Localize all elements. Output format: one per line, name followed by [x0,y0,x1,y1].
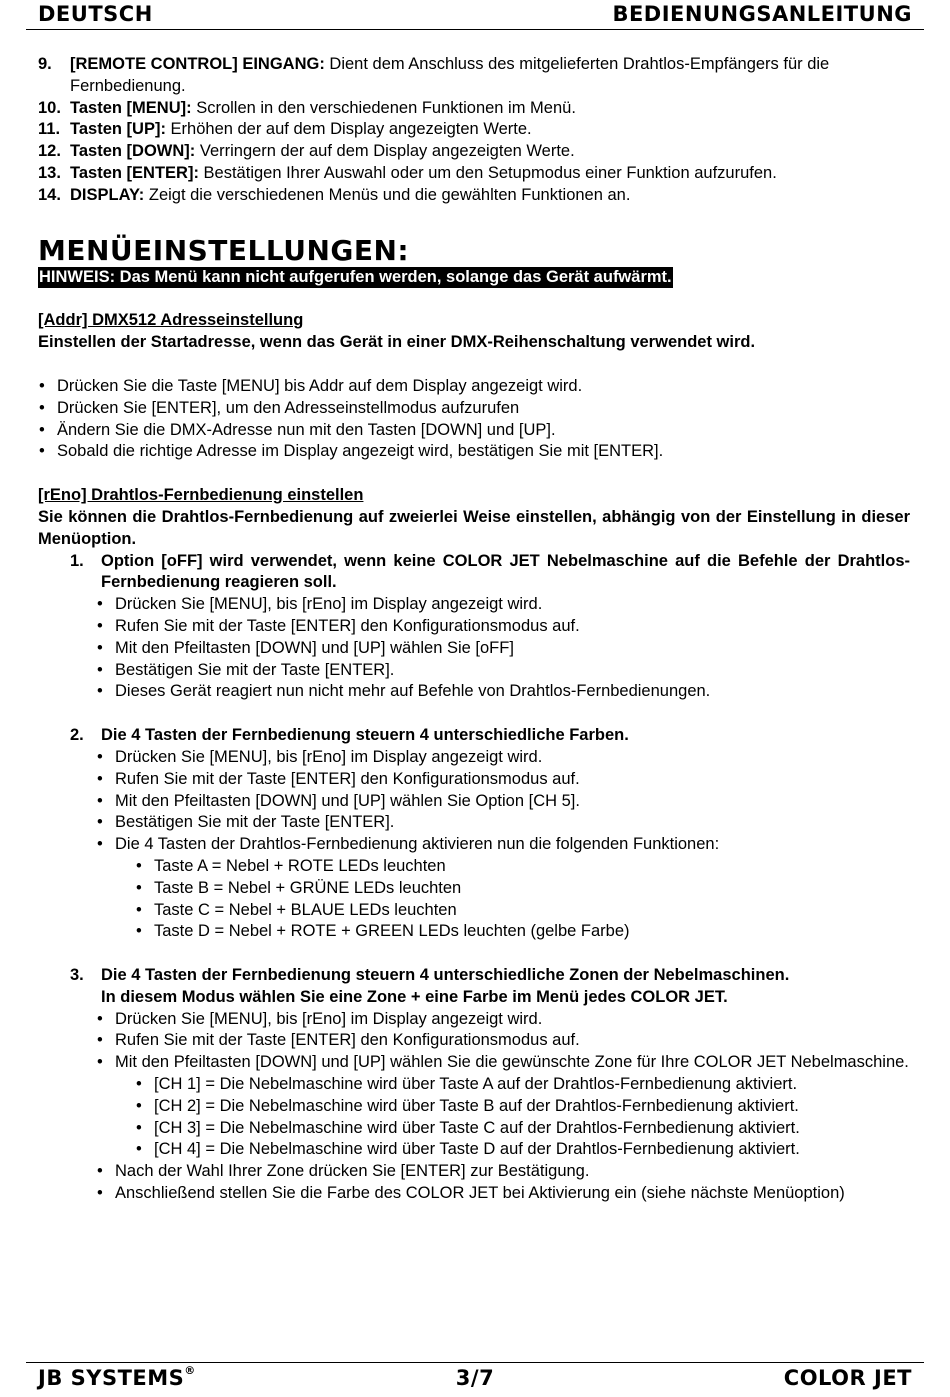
registered-mark: ® [184,1364,196,1377]
list-item: • Rufen Sie mit der Taste [ENTER] den Konfigurationsmodus auf. [96,769,910,791]
list-item: • [CH 4] = Die Nebelmaschine wird über Taste D auf der Drahtlos-Fernbedienung aktiviert. [135,1139,910,1161]
list-item: • Drücken Sie [ENTER], um den Adresseinstellmodus aufzurufen [38,398,910,420]
item-text: Scrollen in den verschiedenen Funktionen im Menü. [191,98,576,117]
option-subtitle: In diesem Modus wählen Sie eine Zone + eine Farbe im Menü jedes COLOR JET. [101,987,728,1006]
page-header [38,2,912,26]
reno-description: Sie können die Drahtlos-Fernbedienung auf zweierlei Weise einstellen, abhängig von der Einstellung in dieser Menüoption. [38,507,910,548]
option-2-key-functions [135,856,910,943]
warning-note: HINWEIS: Das Menü kann nicht aufgerufen werden, solange das Gerät aufwärmt. [39,267,672,286]
list-item: • Mit den Pfeiltasten [DOWN] und [UP] wählen Sie Option [CH 5]. [96,791,910,813]
option-number: 1. [70,551,84,570]
item-label: Tasten [MENU]: [70,98,192,117]
footer-product: COLOR JET [783,1366,912,1390]
list-item: • Rufen Sie mit der Taste [ENTER] den Konfigurationsmodus auf. [96,1030,910,1052]
addr-steps [38,376,910,463]
list-item: • Drücken Sie [MENU], bis [rEno] im Display angezeigt wird. [96,594,910,616]
item-text: Dient dem Anschluss des mitgelieferten Drahtlos-Empfängers für die Fernbedienung. [70,55,830,95]
item-number: 13. [38,163,61,182]
option-number: 2. [70,726,84,745]
option-1 [70,551,910,595]
header-divider [26,29,924,30]
list-item: • Dieses Gerät reagiert nun nicht mehr auf Befehle von Drahtlos-Fernbedienungen. [96,681,910,703]
item-text: Zeigt die verschiedenen Menüs und die gewählten Funktionen an. [144,185,631,204]
addr-description: Einstellen der Startadresse, wenn das Gerät in einer DMX-Reihenschaltung verwendet wird. [38,333,756,352]
list-item: • Sobald die richtige Adresse im Display angezeigt wird, bestätigen Sie mit [ENTER]. [38,441,910,463]
list-item: • Mit den Pfeiltasten [DOWN] und [UP] wählen Sie [oFF] [96,638,910,660]
item-number: 11. [38,120,61,139]
header-doc-type: BEDIENUNGSANLEITUNG [612,2,912,26]
item-label: [REMOTE CONTROL] EINGANG: [70,55,325,73]
list-item: • Bestätigen Sie mit der Taste [ENTER]. [96,812,910,834]
option-3 [70,965,910,1009]
item-number: 9. [38,55,52,73]
list-item [38,185,910,207]
page-footer [38,1366,912,1390]
list-item: • [CH 2] = Die Nebelmaschine wird über Taste B auf der Drahtlos-Fernbedienung aktiviert. [135,1096,910,1118]
list-item [38,119,910,141]
item-label: Tasten [DOWN]: [70,142,196,161]
list-item: • Rufen Sie mit der Taste [ENTER] den Konfigurationsmodus auf. [96,616,910,638]
list-item: • Taste B = Nebel + GRÜNE LEDs leuchten [135,878,910,900]
page-content [38,54,910,1205]
list-item: • Anschließend stellen Sie die Farbe des COLOR JET bei Aktivierung ein (siehe nächste Menüoption) [96,1183,910,1205]
brand-name: JB SYSTEMS [38,1366,185,1390]
list-item: • [CH 1] = Die Nebelmaschine wird über Taste A auf der Drahtlos-Fernbedienung aktiviert. [135,1074,910,1096]
list-item [38,98,910,120]
footer-divider [26,1362,924,1363]
item-number: 12. [38,142,61,161]
option-number: 3. [70,966,84,985]
list-item: • Taste C = Nebel + BLAUE LEDs leuchten [135,900,910,922]
list-item: • [CH 3] = Die Nebelmaschine wird über Taste C auf der Drahtlos-Fernbedienung aktiviert. [135,1118,910,1140]
list-item: • Taste A = Nebel + ROTE LEDs leuchten [135,856,910,878]
controls-list [38,54,910,207]
option-title: Die 4 Tasten der Fernbedienung steuern 4 unterschiedliche Zonen der Nebelmaschinen. [101,966,790,985]
option-2-steps [96,747,910,856]
option-1-steps [96,594,910,703]
item-text: Bestätigen Ihrer Auswahl oder um den Setupmodus einer Funktion aufzurufen. [198,163,777,182]
list-item: • Mit den Pfeiltasten [DOWN] und [UP] wählen Sie die gewünschte Zone für Ihre COLOR JET Nebelmaschine. [96,1052,910,1074]
option-3-zones [135,1074,910,1161]
option-2 [70,725,910,747]
list-item: • Die 4 Tasten der Drahtlos-Fernbedienung aktivieren nun die folgenden Funktionen: [96,834,910,856]
list-item [38,141,910,163]
header-language: DEUTSCH [38,2,153,26]
list-item: • Nach der Wahl Ihrer Zone drücken Sie [ENTER] zur Bestätigung. [96,1161,910,1183]
list-item [38,163,910,185]
item-text: Erhöhen der auf dem Display angezeigten Werte. [165,120,532,139]
list-item: • Drücken Sie [MENU], bis [rEno] im Display angezeigt wird. [96,747,910,769]
item-number: 10. [38,98,61,117]
option-3-steps [96,1009,910,1074]
option-3-final-steps [96,1161,910,1205]
list-item: • Ändern Sie die DMX-Adresse nun mit den Tasten [DOWN] und [UP]. [38,420,910,442]
option-title: Option [oFF] wird verwendet, wenn keine COLOR JET Nebelmaschine auf die Befehle der Drahtlos-Fernbedienung reagieren soll. [101,551,910,592]
addr-heading: [Addr] DMX512 Adresseinstellung [38,311,304,330]
list-item: • Drücken Sie [MENU], bis [rEno] im Display angezeigt wird. [96,1009,910,1031]
item-text: Verringern der auf dem Display angezeigten Werte. [195,142,575,161]
list-item [38,54,910,98]
section-title: MENÜEINSTELLUNGEN: [38,233,410,267]
reno-heading: [rEno] Drahtlos-Fernbedienung einstellen [38,486,364,505]
list-item: • Taste D = Nebel + ROTE + GREEN LEDs leuchten (gelbe Farbe) [135,921,910,943]
page-number: 3/7 [455,1366,495,1390]
footer-brand [38,1366,196,1390]
list-item: • Drücken Sie die Taste [MENU] bis Addr auf dem Display angezeigt wird. [38,376,910,398]
item-number: 14. [38,185,61,204]
list-item: • Bestätigen Sie mit der Taste [ENTER]. [96,660,910,682]
item-label: Tasten [ENTER]: [70,163,199,182]
item-label: Tasten [UP]: [70,120,166,139]
option-title: Die 4 Tasten der Fernbedienung steuern 4 unterschiedliche Farben. [101,726,629,745]
item-label: DISPLAY: [70,185,145,204]
